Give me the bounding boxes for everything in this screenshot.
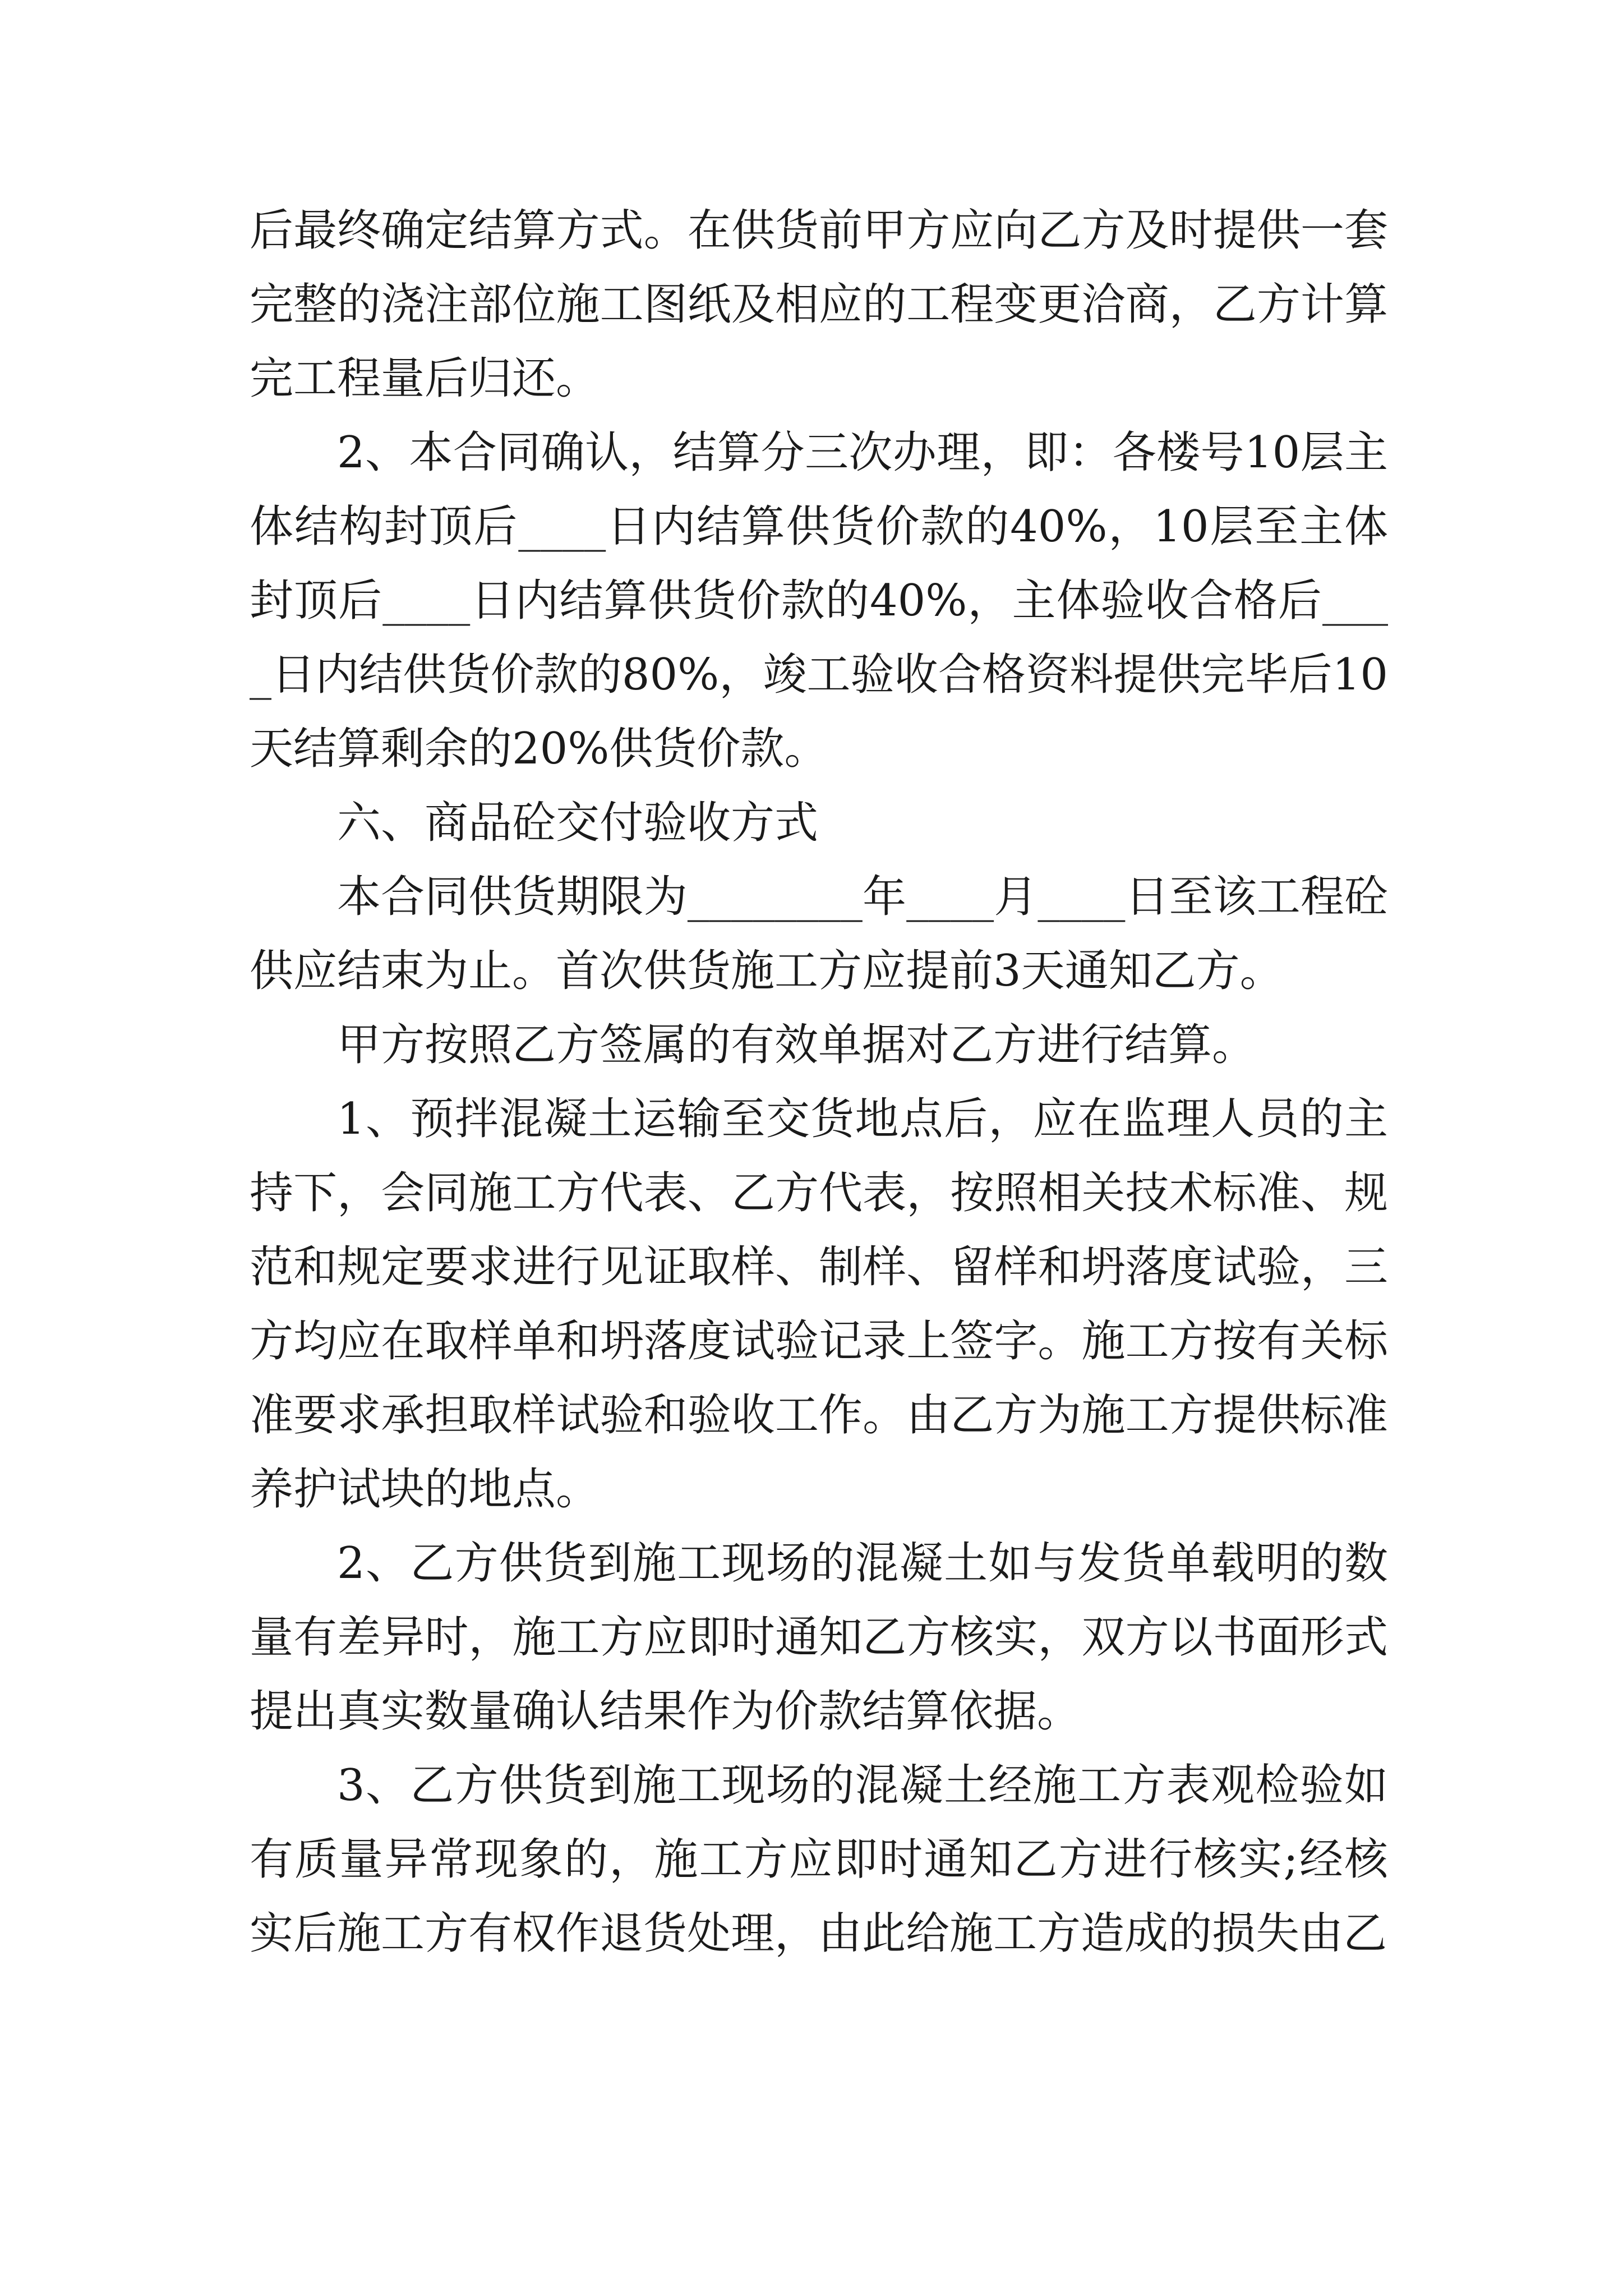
- document-body: [250, 194, 1388, 1971]
- paragraph-sampling-inspection: 1、预拌混凝土运输至交货地点后，应在监理人员的主持下，会同施工方代表、乙方代表，按照相关技术标准、规范和规定要求进行见证取样、制样、留样和坍落度试验，三方均应在取样单和坍落度试验记录上签字。施工方按有关标准要求承担取样试验和验收工作。由乙方为施工方提供标准养护试块的地点。: [250, 1094, 1388, 1515]
- paragraph-settlement-by-receipts: 甲方按照乙方签属的有效单据对乙方进行结算。: [337, 1020, 1256, 1070]
- section-heading-delivery-acceptance: 六、商品砼交付验收方式: [337, 798, 819, 848]
- paragraph-settlement-method-continued: 后最终确定结算方式。在供货前甲方应向乙方及时提供一套完整的浇注部位施工图纸及相应的工程变更洽商，乙方计算完工程量后归还。: [250, 205, 1388, 404]
- paragraph-supply-period: 本合同供货期限为________年____月____日至该工程砼供应结束为止。首次供货施工方应提前3天通知乙方。: [250, 872, 1388, 996]
- paragraph-settlement-stages: 2、本合同确认，结算分三次办理，即：各楼号10层主体结构封顶后____日内结算供货价款的40%，10层至主体封顶后____日内结算供货价款的40%，主体验收合格后____日内结供货价款的80%，竣工验收合格资料提供完毕后10天结算剩余的20%供货价款。: [250, 427, 1388, 774]
- paragraph-quality-anomaly: 3、乙方供货到施工现场的混凝土经施工方表观检验如有质量异常现象的，施工方应即时通知乙方进行核实;经核实后施工方有权作退货处理，由此给施工方造成的损失由乙: [250, 1760, 1388, 1959]
- paragraph-quantity-discrepancy: 2、乙方供货到施工现场的混凝土如与发货单载明的数量有差异时，施工方应即时通知乙方核实，双方以书面形式提出真实数量确认结果作为价款结算依据。: [250, 1538, 1388, 1737]
